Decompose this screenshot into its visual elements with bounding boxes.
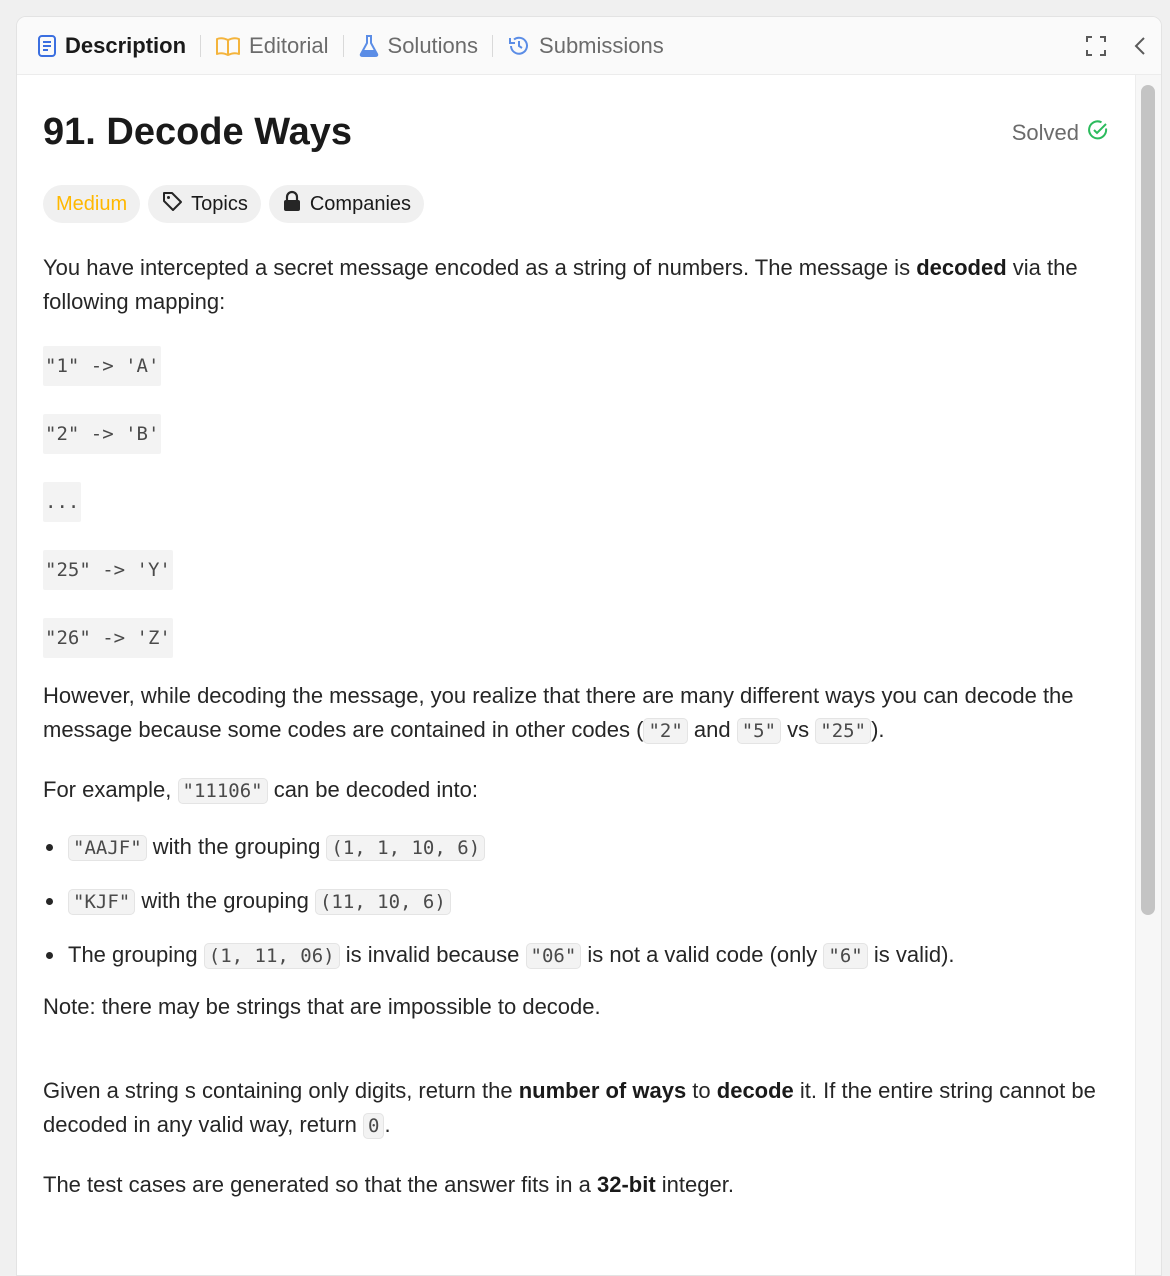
history-icon xyxy=(507,34,531,58)
inline-code: "6" xyxy=(823,943,867,969)
however-and: and xyxy=(687,717,737,742)
given-text: it. If the entire string cannot be decoded in any valid way, return xyxy=(43,1078,1096,1137)
tab-solutions[interactable] xyxy=(358,17,479,75)
flask-icon xyxy=(358,34,380,58)
mapping-code: "2" -> 'B' xyxy=(43,414,161,454)
however-vs: vs xyxy=(781,717,816,742)
grouping-text: is valid). xyxy=(867,942,955,967)
tab-separator xyxy=(343,35,344,57)
inline-code: (1, 1, 10, 6) xyxy=(326,835,485,861)
grouping-text: with the grouping xyxy=(135,888,315,913)
test-text: integer. xyxy=(655,1172,734,1197)
note-paragraph: Note: there may be strings that are impossible to decode. xyxy=(43,994,601,1019)
inline-code: "5" xyxy=(737,718,781,744)
title-row xyxy=(43,75,1109,185)
intro-text: You have intercepted a secret message encoded as a string of numbers. The message is xyxy=(43,255,917,280)
inline-code: "06" xyxy=(526,943,582,969)
tag-icon xyxy=(161,190,183,218)
however-paragraph xyxy=(43,679,1109,748)
problem-description xyxy=(43,251,1109,1202)
tab-bar xyxy=(17,17,1161,75)
mapping-code: "26" -> 'Z' xyxy=(43,618,173,658)
inline-code: "25" xyxy=(815,718,871,744)
problem-title[interactable]: 91. Decode Ways xyxy=(43,111,353,153)
example-text: For example, xyxy=(43,777,178,802)
description-icon xyxy=(37,34,57,58)
check-circle-icon xyxy=(1087,119,1109,147)
given-bold: decode xyxy=(716,1078,794,1103)
grouping-text: is invalid because xyxy=(339,942,526,967)
problem-content xyxy=(17,75,1135,1275)
tab-solutions-label: Solutions xyxy=(387,32,479,58)
scrollbar-thumb[interactable] xyxy=(1141,85,1155,915)
solved-status xyxy=(1012,119,1109,147)
grouping-text: with the grouping xyxy=(146,834,327,859)
tab-description-label: Description xyxy=(65,32,187,58)
mapping-line xyxy=(43,621,1109,655)
given-paragraph xyxy=(43,1074,1109,1143)
difficulty-badge xyxy=(43,185,140,223)
tab-submissions[interactable] xyxy=(507,17,664,75)
inline-code: "11106" xyxy=(178,778,268,804)
tag-row xyxy=(43,185,1109,223)
inline-code: (1, 11, 06) xyxy=(204,943,340,969)
mapping-line xyxy=(43,553,1109,587)
solved-label: Solved xyxy=(1011,120,1079,145)
mapping-line xyxy=(43,485,1109,519)
given-text: to xyxy=(686,1078,717,1103)
grouping-text: is not a valid code (only xyxy=(581,942,824,967)
however-text: However, while decoding the message, you realize that there are many different ways you can decode the message because some codes are contained in other codes ( xyxy=(43,683,1074,742)
intro-bold: decoded xyxy=(916,255,1007,280)
mapping-line xyxy=(43,417,1109,451)
inline-code: "2" xyxy=(643,718,687,744)
example-paragraph xyxy=(43,773,1109,808)
intro-paragraph xyxy=(43,251,1109,319)
collapse-chevron-icon[interactable] xyxy=(1133,35,1147,57)
tab-separator xyxy=(200,35,201,57)
inline-code: "AAJF" xyxy=(68,835,147,861)
test-text: The test cases are generated so that the answer fits in a xyxy=(43,1172,597,1197)
tab-editorial[interactable] xyxy=(215,17,328,75)
tab-editorial-label: Editorial xyxy=(249,32,329,58)
given-text: Given a string s containing only digits, return the xyxy=(43,1078,519,1103)
mapping-code: "1" -> 'A' xyxy=(43,346,161,386)
mapping-line xyxy=(43,349,1109,383)
tab-actions xyxy=(1085,17,1147,75)
inline-code: (11, 10, 6) xyxy=(315,889,451,915)
list-item xyxy=(43,830,1109,865)
mapping-code: "25" -> 'Y' xyxy=(43,550,173,590)
list-item xyxy=(43,938,1109,973)
list-item xyxy=(43,884,1109,919)
book-icon xyxy=(215,35,241,57)
tab-description[interactable] xyxy=(37,17,186,75)
lock-icon xyxy=(282,190,302,218)
grouping-list xyxy=(43,830,1109,973)
tab-submissions-label: Submissions xyxy=(539,32,664,58)
test-paragraph xyxy=(43,1168,1109,1202)
tab-separator xyxy=(492,35,493,57)
intro-text-end: via the following mapping: xyxy=(43,255,1078,314)
companies-label: Companies xyxy=(309,192,412,215)
grouping-text: The grouping xyxy=(68,942,204,967)
however-end: ). xyxy=(871,717,885,742)
given-bold: number of ways xyxy=(518,1078,687,1103)
given-text: . xyxy=(384,1112,391,1137)
inline-code: 0 xyxy=(363,1113,384,1139)
topics-button[interactable] xyxy=(148,185,261,223)
problem-panel xyxy=(16,16,1162,1276)
scrollbar-track[interactable] xyxy=(1135,75,1161,1275)
fullscreen-icon[interactable] xyxy=(1085,35,1107,57)
example-text-end: can be decoded into: xyxy=(267,777,478,802)
difficulty-label: Medium xyxy=(56,192,128,215)
mapping-code: ... xyxy=(43,482,81,522)
companies-button[interactable] xyxy=(269,185,424,223)
mapping-list xyxy=(43,349,1109,655)
inline-code: "KJF" xyxy=(68,889,135,915)
topics-label: Topics xyxy=(191,192,248,215)
test-bold: 32-bit xyxy=(596,1172,656,1197)
